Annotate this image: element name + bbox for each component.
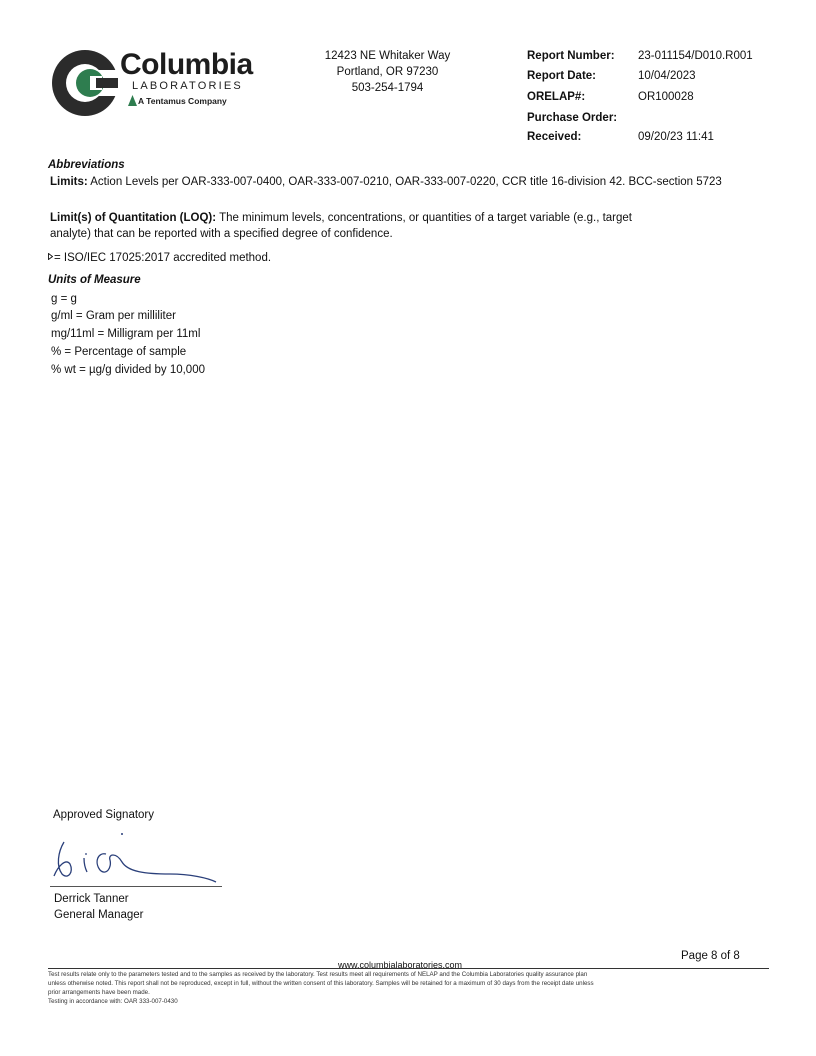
- signatory-name: Derrick Tanner: [54, 893, 129, 905]
- report-number-label: Report Number:: [527, 50, 615, 62]
- iso-line: [48, 252, 271, 264]
- limits-line: [50, 176, 722, 188]
- unit-item: mg/11ml = Milligram per 11ml: [51, 328, 201, 340]
- signatory-title: General Manager: [54, 909, 144, 921]
- orelap-label: ORELAP#:: [527, 91, 586, 103]
- signature-image: [50, 832, 225, 888]
- signature-line: [50, 886, 222, 887]
- address-city: Portland, OR 97230: [336, 66, 439, 78]
- report-number: 23-011154/D010.R001: [638, 50, 753, 62]
- loq-line: [50, 212, 632, 224]
- company-logo: [50, 46, 260, 122]
- report-date-label: Report Date:: [527, 70, 597, 82]
- tentamus-icon: [128, 95, 137, 106]
- loq-text-1: The minimum levels, concentrations, or quantities of a target variable (e.g., target: [216, 212, 633, 224]
- report-date: 10/04/2023: [638, 70, 696, 82]
- unit-item: % wt = µg/g divided by 10,000: [51, 364, 205, 376]
- company-name: Columbia: [120, 48, 253, 81]
- approved-signatory-label: Approved Signatory: [53, 809, 155, 821]
- disclaimer-line-4: Testing in accordance with: OAR 333-007-0430: [48, 998, 178, 1005]
- orelap-number: OR100028: [638, 91, 694, 103]
- unit-item: % = Percentage of sample: [51, 346, 187, 358]
- limits-label: Limits:: [50, 176, 88, 188]
- unit-item: g = g: [51, 293, 77, 305]
- page-number: Page 8 of 8: [681, 950, 740, 962]
- loq-label: Limit(s) of Quantitation (LOQ):: [50, 212, 217, 224]
- website-link[interactable]: www.columbialaboratories.com: [338, 960, 463, 970]
- address-street: 12423 NE Whitaker Way: [324, 50, 451, 62]
- columbia-logo-icon: [50, 48, 120, 118]
- parent-company: A Tentamus Company: [138, 96, 227, 106]
- accredited-marker-icon: [48, 253, 53, 260]
- disclaimer-line-3: prior arrangements have been made.: [48, 989, 150, 996]
- received-label: Received:: [527, 131, 582, 143]
- unit-item: g/ml = Gram per milliliter: [51, 310, 176, 322]
- received-date: 09/20/23 11:41: [638, 131, 714, 143]
- iso-text: = ISO/IEC 17025:2017 accredited method.: [54, 252, 272, 264]
- abbreviations-title: Abbreviations: [48, 159, 125, 171]
- purchase-order-label: Purchase Order:: [527, 112, 618, 124]
- footer-divider: [48, 968, 769, 969]
- address-phone: 503-254-1794: [351, 82, 424, 94]
- loq-text-2: analyte) that can be reported with a specified degree of confidence.: [50, 228, 393, 240]
- company-subtitle: LABORATORIES: [132, 80, 243, 92]
- disclaimer-line-2: unless otherwise noted. This report shall not be reproduced, except in full, without the written consent of this laboratory. Samples will be retained for a maximum of 30 days from the receipt date unless: [48, 980, 594, 987]
- limits-text: Action Levels per OAR-333-007-0400, OAR-333-007-0210, OAR-333-007-0220, CCR title 16-division 42. BCC-section 5723: [87, 176, 722, 188]
- disclaimer-line-1: Test results relate only to the parameters tested and to the samples as received by the laboratory. Test results meet all requirements of NELAP and the Columbia Laboratories quality assurance plan: [48, 971, 588, 978]
- units-title: Units of Measure: [48, 274, 141, 286]
